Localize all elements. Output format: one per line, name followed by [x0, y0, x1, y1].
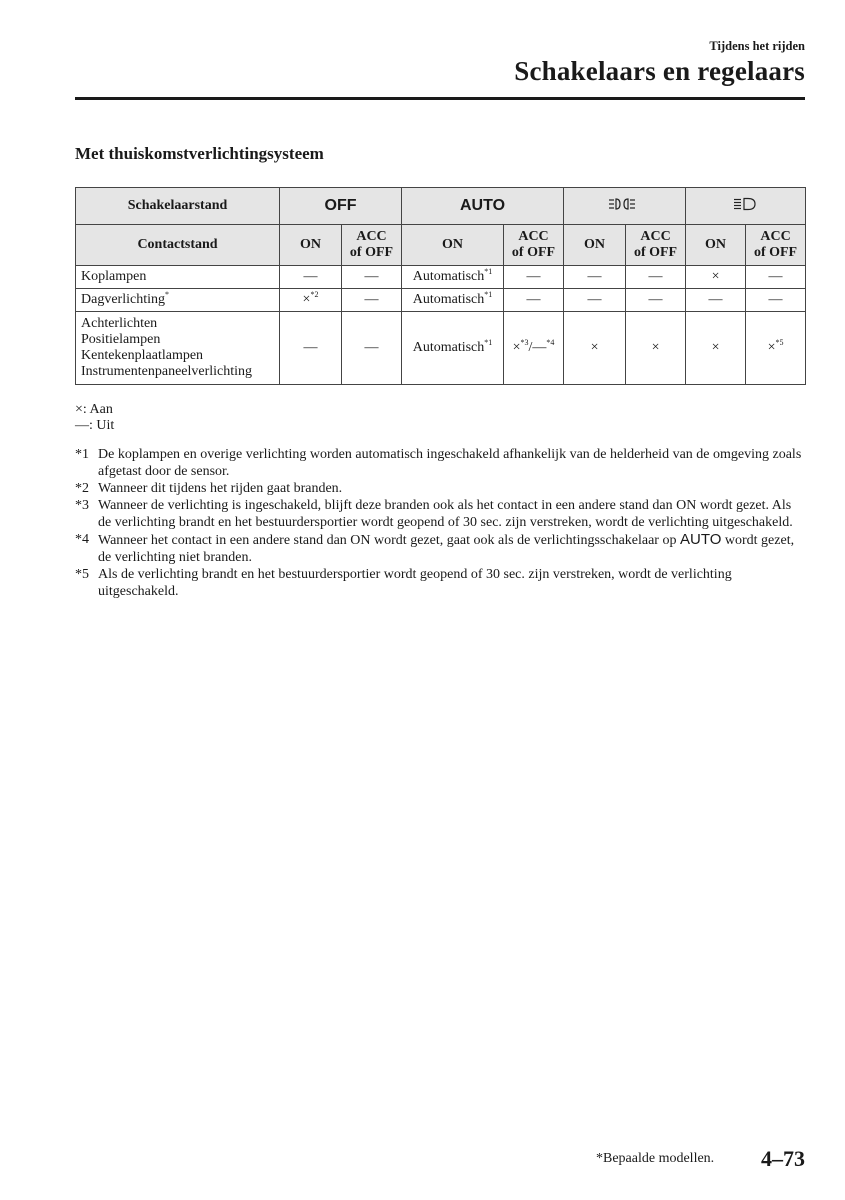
footnote-mark: *5	[75, 567, 89, 582]
ignition-acc-off	[746, 225, 806, 266]
auto-position-label: AUTO	[679, 531, 722, 548]
ignition-header: Contactstand	[76, 225, 280, 266]
table-cell: —	[564, 266, 626, 289]
footnote-ref: *1	[484, 338, 493, 347]
table-cell	[746, 312, 806, 385]
parking-lights-icon	[608, 197, 642, 211]
footnote-text-part: wordt gezet, de verlichting niet branden.	[98, 533, 795, 565]
footnote-text: De koplampen en overige verlichting worden automatisch ingeschakeld afhankelijk van de helderheid van de omgeving zoals afgetast door de sensor.	[98, 447, 802, 479]
table-cell	[402, 312, 504, 385]
row-label-line: Kentekenplaatlampen	[81, 348, 204, 363]
header-rule	[75, 97, 805, 100]
ignition-acc-off	[626, 225, 686, 266]
cell-text: —	[532, 340, 547, 355]
footnote-ref: *3	[520, 338, 529, 347]
row-label: Koplampen	[76, 266, 280, 289]
table-cell: —	[686, 289, 746, 312]
ignition-row	[76, 225, 806, 266]
legend	[75, 402, 114, 434]
legend-on: ×: Aan	[75, 402, 113, 417]
footnote-text: Wanneer de verlichting is ingeschakeld, blijft deze branden ook als het contact in een andere stand dan ON wordt gezet. Als de verlichting brandt en het bestuurdersportier wordt geopend of 30 sec. zijn verstreken, wordt de verlichting uitgeschakeld.	[98, 498, 793, 530]
footnote-ref: *1	[484, 290, 493, 299]
table-cell	[402, 266, 504, 289]
cell-separator: /	[528, 340, 533, 355]
footnote-mark: *1	[75, 447, 89, 462]
position-headlights	[686, 188, 806, 225]
table-cell: —	[280, 312, 342, 385]
page-number: 4–73	[761, 1146, 805, 1171]
cell-text: ×	[767, 340, 776, 355]
row-label-line: Instrumentenpaneelverlichting	[81, 364, 253, 379]
table-cell: —	[626, 266, 686, 289]
table-cell: —	[280, 266, 342, 289]
table-cell: —	[504, 266, 564, 289]
ignition-acc-off	[342, 225, 402, 266]
ignition-on: ON	[402, 225, 504, 266]
footnote-mark: *2	[75, 481, 89, 496]
table-cell: ×	[626, 312, 686, 385]
footnote-ref: *5	[775, 338, 784, 347]
footnote-mark: *3	[75, 498, 89, 513]
cell-text: Automatisch	[412, 269, 485, 284]
footnotes	[75, 446, 805, 600]
table-cell	[402, 289, 504, 312]
footnote-text: Wanneer dit tijdens het rijden gaat branden.	[98, 481, 343, 496]
section-label: Tijdens het rijden	[709, 39, 805, 53]
position-auto: AUTO	[402, 188, 564, 225]
table-row	[76, 312, 806, 385]
table-cell: —	[746, 289, 806, 312]
table-row	[76, 289, 806, 312]
table-cell: ×	[564, 312, 626, 385]
ignition-on: ON	[564, 225, 626, 266]
row-label-line: Positielampen	[81, 332, 161, 347]
ignition-on: ON	[280, 225, 342, 266]
row-label-line: Achterlichten	[81, 316, 158, 331]
acc-label: ACC	[640, 229, 671, 244]
subheading: Met thuiskomstverlichtingsysteem	[75, 144, 324, 163]
footnote-text-part: Wanneer het contact in een andere stand dan ON wordt gezet, gaat ook als de verlichtingsschakelaar op	[98, 533, 677, 548]
table-cell: ×	[686, 266, 746, 289]
table-cell: —	[746, 266, 806, 289]
footnote-ref: *2	[310, 290, 319, 299]
cell-text: ×	[302, 292, 311, 307]
footnote	[75, 497, 805, 531]
legend-off: —: Uit	[75, 418, 115, 433]
table-cell: —	[626, 289, 686, 312]
chapter-title: Schakelaars en regelaars	[514, 56, 805, 86]
cell-text: Automatisch	[412, 340, 485, 355]
row-label	[76, 289, 280, 312]
table-row	[76, 266, 806, 289]
footnote-text	[98, 531, 805, 566]
position-parking	[564, 188, 686, 225]
of-off-label: of OFF	[633, 245, 678, 260]
lighting-table	[75, 187, 806, 385]
of-off-label: of OFF	[753, 245, 798, 260]
of-off-label: of OFF	[349, 245, 394, 260]
row-label-text: Dagverlichting	[81, 292, 165, 307]
of-off-label: of OFF	[511, 245, 556, 260]
table-cell: —	[342, 289, 402, 312]
switch-position-row	[76, 188, 806, 225]
table-cell	[280, 289, 342, 312]
headlights-icon	[733, 197, 759, 211]
acc-label: ACC	[760, 229, 791, 244]
cell-text: Automatisch	[412, 292, 485, 307]
footnote	[75, 566, 805, 600]
position-off: OFF	[280, 188, 402, 225]
switch-position-header: Schakelaarstand	[76, 188, 280, 225]
ignition-acc-off	[504, 225, 564, 266]
footnote-text: Als de verlichting brandt en het bestuurdersportier wordt geopend of 30 sec. zijn verstreken, wordt de verlichting uitgeschakeld.	[98, 567, 732, 599]
footnote	[75, 446, 805, 480]
ignition-on: ON	[686, 225, 746, 266]
footnote-ref: *1	[484, 267, 493, 276]
footnote	[75, 531, 805, 566]
models-footnote: *Bepaalde modellen.	[596, 1151, 715, 1166]
acc-label: ACC	[518, 229, 549, 244]
table-cell: —	[342, 266, 402, 289]
table-cell	[504, 312, 564, 385]
cell-text: ×	[512, 340, 521, 355]
row-label	[76, 312, 280, 385]
table-cell: ×	[686, 312, 746, 385]
acc-label: ACC	[356, 229, 387, 244]
footnote-mark: *4	[75, 532, 89, 547]
footnote-ref: *	[164, 290, 169, 299]
table-cell: —	[504, 289, 564, 312]
table-cell: —	[564, 289, 626, 312]
footnote-ref: *4	[546, 338, 555, 347]
footnote	[75, 480, 805, 497]
table-cell: —	[342, 312, 402, 385]
